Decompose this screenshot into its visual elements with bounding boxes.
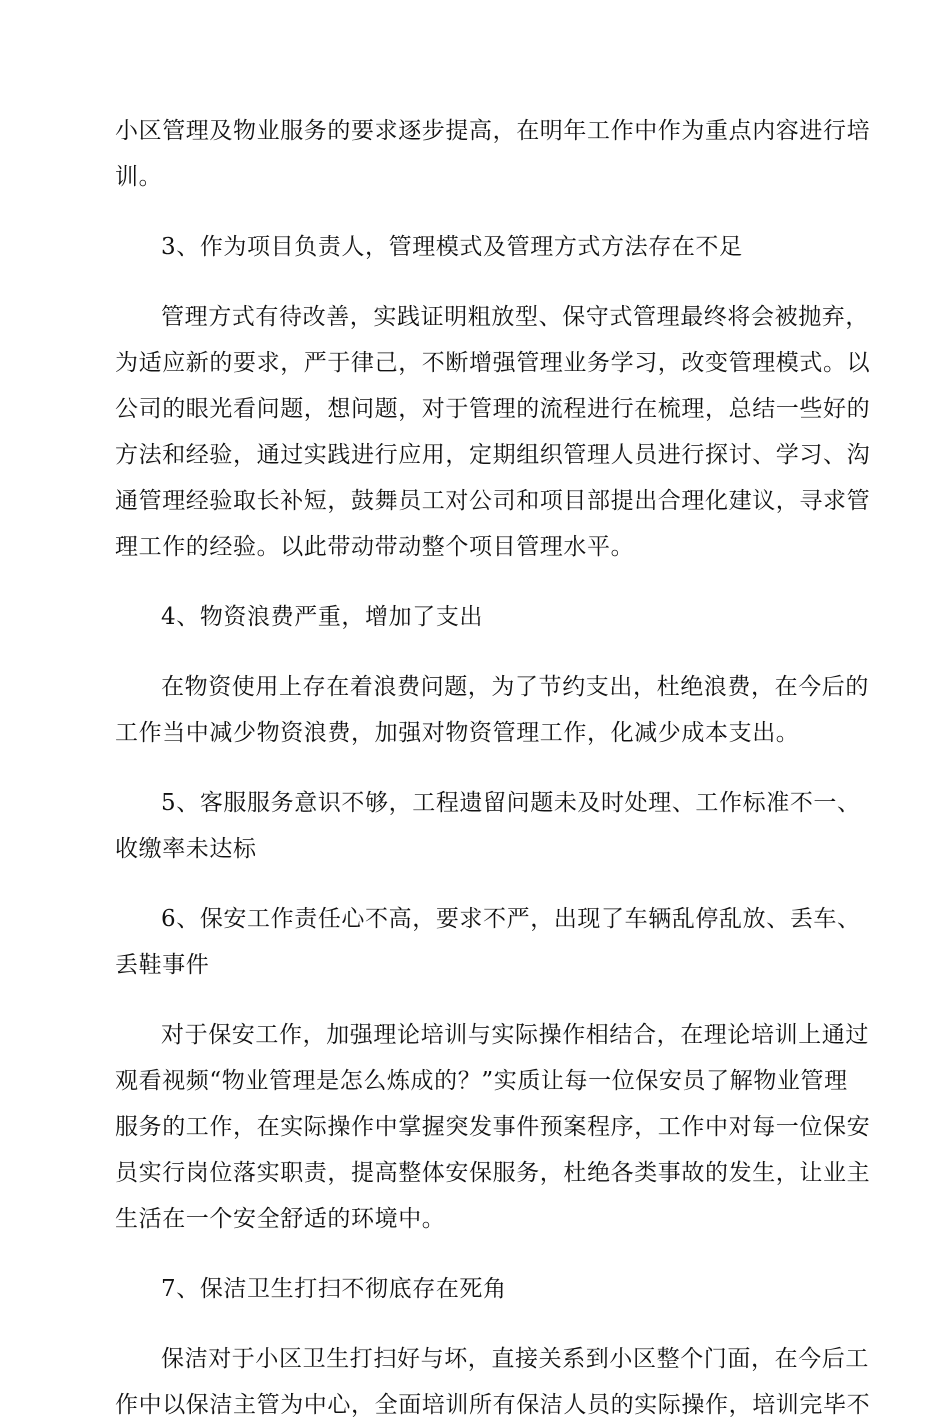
text-line: 方法和经验，通过实践进行应用，定期组织管理人员进行探讨、学习、沟: [115, 442, 871, 468]
text-line: 训。: [115, 164, 163, 190]
paragraph-continuation: [115, 108, 871, 200]
text-line: 为适应新的要求，严于律己，不断增强管理业务学习，改变管理模式。以: [115, 350, 871, 376]
heading-item-3: [115, 224, 835, 270]
text-line: 小区管理及物业服务的要求逐步提高，在明年工作中作为重点内容进行培: [115, 118, 871, 144]
text-line: 3、作为项目负责人，管理模式及管理方式方法存在不足: [161, 234, 743, 260]
paragraph-cleaning: [115, 1336, 871, 1428]
text-line: 作中以保洁主管为中心，全面培训所有保洁人员的实际操作，培训完毕不: [115, 1392, 871, 1418]
heading-item-5: [115, 780, 861, 872]
text-line: 通管理经验取长补短，鼓舞员工对公司和项目部提出合理化建议，寻求管: [115, 488, 871, 514]
text-line: 5、客服服务意识不够，工程遗留问题未及时处理、工作标准不一、: [161, 790, 861, 816]
heading-item-4: [115, 594, 835, 640]
text-line: 理工作的经验。以此带动带动整个项目管理水平。: [115, 534, 635, 560]
text-line: 7、保洁卫生打扫不彻底存在死角: [161, 1276, 507, 1302]
heading-item-6: [115, 896, 861, 988]
text-line: 4、物资浪费严重，增加了支出: [161, 604, 484, 630]
text-line: 观看视频“物业管理是怎么炼成的？”实质让每一位保安员了解物业管理: [115, 1068, 848, 1094]
text-line: 服务的工作，在实际操作中掌握突发事件预案程序，工作中对每一位保安: [115, 1114, 871, 1140]
paragraph-management: [115, 294, 871, 570]
document-body: [115, 108, 871, 1428]
text-line: 公司的眼光看问题，想问题，对于管理的流程进行在梳理，总结一些好的: [115, 396, 871, 422]
text-line: 在物资使用上存在着浪费问题，为了节约支出，杜绝浪费，在今后的: [161, 674, 869, 700]
text-line: 生活在一个安全舒适的环境中。: [115, 1206, 446, 1232]
text-line: 对于保安工作，加强理论培训与实际操作相结合，在理论培训上通过: [161, 1022, 869, 1048]
text-line: 员实行岗位落实职责，提高整体安保服务，杜绝各类事故的发生，让业主: [115, 1160, 871, 1186]
text-line: 收缴率未达标: [115, 836, 257, 862]
text-line: 丢鞋事件: [115, 952, 210, 978]
paragraph-materials: [115, 664, 869, 756]
paragraph-security: [115, 1012, 871, 1242]
text-line: 管理方式有待改善，实践证明粗放型、保守式管理最终将会被抛弃，: [161, 304, 869, 330]
text-line: 工作当中减少物资浪费，加强对物资管理工作，化减少成本支出。: [115, 720, 800, 746]
text-line: 6、保安工作责任心不高，要求不严，出现了车辆乱停乱放、丢车、: [161, 906, 861, 932]
heading-item-7: [115, 1266, 835, 1312]
text-line: 保洁对于小区卫生打扫好与坏，直接关系到小区整个门面，在今后工: [161, 1346, 869, 1372]
